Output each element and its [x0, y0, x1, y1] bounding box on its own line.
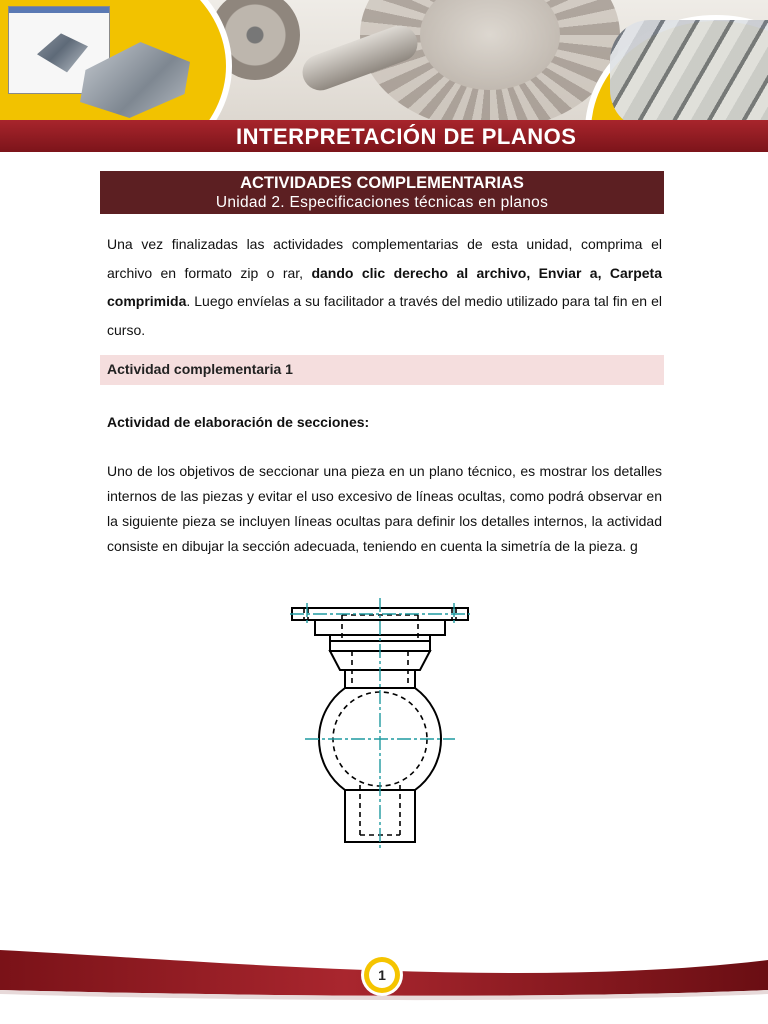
intro-text-2: . Luego envíelas a su facilitador a través del medio utilizado para tal fin en el curso.: [107, 293, 662, 338]
page-number: 1: [378, 967, 386, 983]
activity-heading: Actividad de elaboración de secciones:: [107, 414, 370, 430]
activity-body: Uno de los objetivos de seccionar una pieza en un plano técnico, es mostrar los detalles internos de las piezas y evitar el uso excesivo de líneas ocultas, como podrá observar en la siguiente pieza se incluyen líneas ocultas para definir los detalles internos, la actividad consiste en dibujar la sección adecuada, teniendo en cuenta la simetría de la pieza. g: [107, 463, 662, 554]
section-header: [100, 171, 664, 214]
activity-label: Actividad complementaria 1: [107, 361, 293, 377]
page-title: INTERPRETACIÓN DE PLANOS: [236, 124, 577, 149]
technical-drawing-part: [280, 595, 480, 855]
intro-text-1: Una vez finalizadas las actividades complementarias de esta unidad, comprima el archivo en formato zip o rar,: [107, 236, 662, 281]
section-subtitle: Unidad 2. Especificaciones técnicas en planos: [215, 194, 549, 211]
intro-paragraph: [107, 230, 662, 344]
pipes-icon: [610, 20, 768, 130]
section-title: ACTIVIDADES COMPLEMENTARIAS: [240, 174, 524, 192]
activity-bar: [100, 355, 664, 385]
gear-icon: [360, 0, 620, 130]
intro-bold-text: dando clic derecho al archivo, Enviar a, Carpeta comprimida: [107, 264, 662, 309]
